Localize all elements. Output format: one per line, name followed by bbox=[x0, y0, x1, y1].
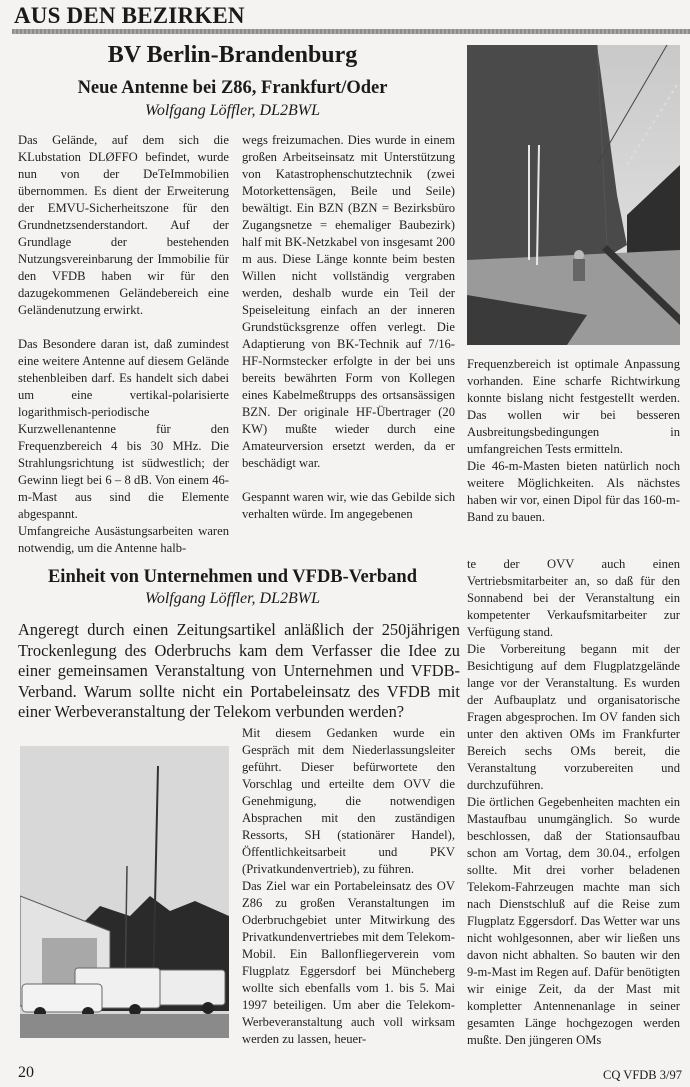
paragraph: Die örtlichen Gegebenheiten machten ein Mastaufbau unumgänglich. So wurde beschlossen, daß der Stationsaufbau schon am Vortag, dem 30.04., erfolgen sollte. Mit drei vorher beladenen Telekom-Fahrzeugen machte man sich nach Dienstschluß auf die Reise zum Flugplatz Eggersdorf. Das Wetter war uns nicht wohlgesonnen, aber wir ließen uns davon nicht abhalten. So bauten wir den 9-m-Mast im Regen auf. Dafür benötigten wir einige Zeit, da der Mast mit kompletter Antennenanlage in seiner gesamten Länge hochgezogen werden mußte. Den jüngeren OMs bbox=[467, 795, 680, 1047]
article-1-column-2 bbox=[242, 132, 455, 523]
issue-label: CQ VFDB 3/97 bbox=[603, 1068, 682, 1082]
region-title: BV Berlin-Brandenburg bbox=[107, 42, 358, 68]
article-2-title: Einheit von Unternehmen und VFDB-Verband bbox=[47, 567, 418, 587]
paragraph: Mit diesem Gedanken wurde ein Gespräch mit dem Niederlassungsleiter geführt. Dieser befürwortete den Vorschlag und erteilte dem OVV die Genehmigung, die notwendigen Absprachen mit den zuständigen Ressorts, SH (stationärer Handel), Öffentlichkeitsarbeit und PKV (Privatkundenvertrieb), zu führen. bbox=[242, 726, 455, 876]
paragraph: Frequenzbereich ist optimale Anpassung vorhanden. Eine scharfe Richtwirkung konnte bislang nicht festgestellt werden. Das wollen wir bei besseren Ausbreitungsbedingungen in umfangreichen Tests ermitteln. bbox=[467, 357, 680, 456]
article-2-author: Wolfgang Löffler, DL2BWL bbox=[145, 590, 320, 607]
article-1-author: Wolfgang Löffler, DL2BWL bbox=[145, 102, 320, 119]
antenna-forest-photo-graphic bbox=[467, 45, 680, 345]
paragraph: Gespannt waren wir, wie das Gebilde sich verhalten würde. Im angegebenen bbox=[242, 490, 455, 521]
paragraph: wegs freizumachen. Dies wurde in einem großen Arbeitseinsatz mit Unterstützung von Katastrophenschutztechnik (zwei Motorkettensägen, Beile und Seile) bewältigt. Ein BZN (BZN = Bezirksbüro Zugangsnetze = ehemaliger Baubezirk) half mit BK-Netzkabel von insgesamt 200 m aus. Diese Länge konnte beim besten Willen nicht vollständig vergraben werden, deshalb wurde ein Teil der Speiseleitung einfach an der inneren Grundstücksgrenze offen verlegt. Die Adaptierung von BK-Technik auf 7/16-HF-Normstecker erfolgte in der bei uns bereits bewährten Form von Kollegen eines Kabelmeßtrupps des ortsansässigen BZN. Der originale HF-Übertrager (20 KW) mußte wieder durch eine Amateurversion ersetzt werden, da er beschädigt war. bbox=[242, 133, 455, 470]
paragraph: Die 46-m-Masten bieten natürlich noch weitere Möglichkeiten. Als nächstes haben wir vor, einen Dipol für das 160-m-Band zu bauen. bbox=[467, 459, 680, 524]
article-2-column-3 bbox=[467, 556, 680, 1049]
article-1-column-3 bbox=[467, 356, 680, 526]
telekom-vans-mast-photo-graphic bbox=[20, 746, 229, 1038]
paragraph: Die Vorbereitung begann mit der Besichtigung auf dem Flugplatzgelände lange vor der Veranstaltung. Es wurden der Aufbauplatz und organisatorische Fragen abgesprochen. Im OV fanden sich unter den aktiven OMs im Frankfurter Bereich sechs OMs bereit, die Veranstaltung vorzubereiten und durchzuführen. bbox=[467, 642, 680, 792]
telekom-vans-mast-photo bbox=[20, 746, 229, 1038]
page-number: 20 bbox=[18, 1064, 34, 1081]
article-1-column-1 bbox=[18, 132, 229, 557]
article-2-lead: Angeregt durch einen Zeitungsartikel anläßlich der 250jährigen Trockenlegung des Oderbruchs kam dem Verfasser die Idee zu einer gemeinsamen Veranstaltung von Unternehmen und VFDB-Verband. Warum sollte nicht ein Portabeleinsatz des VFDB mit einer Werbeveranstaltung der Telekom verbunden werden? bbox=[18, 620, 460, 722]
header-rule bbox=[12, 29, 690, 34]
article-1-title: Neue Antenne bei Z86, Frankfurt/Oder bbox=[77, 78, 388, 98]
paragraph: Das Gelände, auf dem sich die KLubstation DLØFFO befindet, wurde nun von der DeTeImmobilien übernommen. Es dient der Erweiterung der EMVU-Sicherheitszone für den Grundnetzsenderstandort. Auf der Grundlage der bestehenden Nutzungsvereinbarung der Immobilie für den VFDB haben wir für den dazugekommenen Geländebereich eine Geländenutzung erwirkt. bbox=[18, 133, 229, 317]
section-header: AUS DEN BEZIRKEN bbox=[14, 3, 245, 28]
paragraph: Das Ziel war ein Portabeleinsatz des OV Z86 zu großen Veranstaltungen im Oderbruchgebiet unter Mitwirkung des Privatkundenvertriebes mit dem Telekom-Mobil. Ein Ballonfliegerverein vom Flugplatz Eggersdorf bei Müncheberg wollte sich ebenfalls vom 1. bis 5. Mai 1997 beteiligen. Um aber die Telekom-Werbeveranstaltung auch voll wirksam werden zu lassen, heuer- bbox=[242, 879, 455, 1046]
antenna-forest-photo bbox=[467, 45, 680, 345]
paragraph: Umfangreiche Ausästungsarbeiten waren notwendig, um die Antenne halb- bbox=[18, 524, 229, 555]
paragraph: te der OVV auch einen Vertriebsmitarbeiter an, so daß für den Sonnabend bei der Veranstaltung ein kompetenter Verkaufsmitarbeiter zur Verfügung stand. bbox=[467, 557, 680, 639]
article-2-column-2 bbox=[242, 725, 455, 1048]
paragraph: Das Besondere daran ist, daß zumindest eine weitere Antenne auf diesem Gelände stehenbleiben darf. Es handelt sich dabei um eine vertikal-polarisierte logarithmisch-periodische Kurzwellenantenne für den Frequenzbereich 4 bis 30 MHz. Die Strahlungsrichtung ist südwestlich; der Gewinn liegt bei 6 – 8 dB. Von einem 46-m-Mast aus sind die Elemente abgespannt. bbox=[18, 337, 229, 521]
